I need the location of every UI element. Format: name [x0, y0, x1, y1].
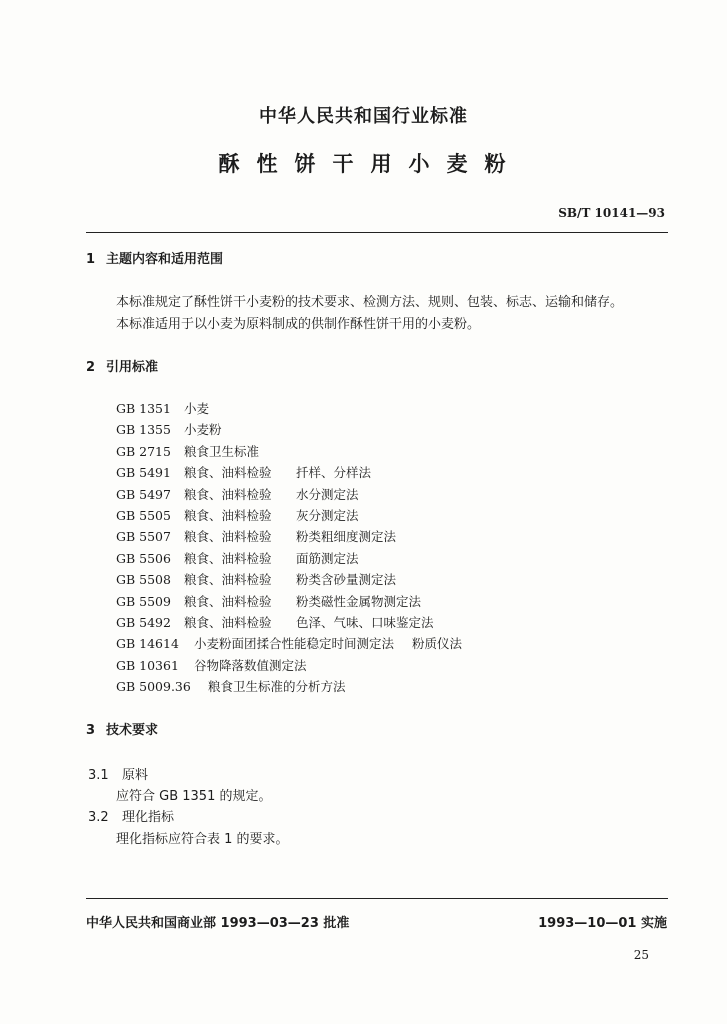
- reference-code: GB 5505: [116, 508, 171, 523]
- reference-item: [116, 485, 359, 503]
- reference-method: 水分测定法: [296, 486, 359, 502]
- standard-organization: 中华人民共和国行业标准: [259, 106, 468, 127]
- reference-name: 粮食、油料检验: [184, 572, 272, 588]
- reference-item: [116, 613, 434, 631]
- reference-code: GB 5506: [116, 550, 171, 566]
- reference-item: [116, 570, 396, 588]
- reference-code: GB 5497: [116, 486, 171, 502]
- reference-item: [116, 399, 209, 417]
- reference-code: GB 5009.36: [116, 679, 191, 695]
- standard-code: SB/T 10141—93: [558, 206, 665, 220]
- reference-name: 粮食、油料检验: [184, 593, 272, 609]
- reference-method: 粉类含砂量测定法: [296, 572, 397, 588]
- reference-name: 粮食、油料检验: [184, 550, 272, 566]
- reference-name: 粮食、油料检验: [184, 529, 272, 545]
- header-rule: [86, 232, 668, 233]
- reference-code: GB 5491: [116, 465, 171, 481]
- section-3-2-heading: [88, 806, 174, 825]
- reference-code: GB 1355: [116, 422, 171, 438]
- reference-code: GB 5509: [116, 593, 171, 609]
- reference-code: GB 1351: [116, 401, 171, 416]
- section-1-paragraph-1: 本标准规定了酥性饼干小麦粉的技术要求、检测方法、规则、包装、标志、运输和储存。: [116, 295, 624, 310]
- reference-item: [116, 634, 462, 652]
- reference-name: 粮食、油料检验: [184, 508, 272, 523]
- section-3-2-text: 理化指标应符合表 1 的要求。: [116, 832, 289, 847]
- section-title: 理化指标: [122, 810, 175, 825]
- section-1-heading: [86, 248, 223, 267]
- reference-method: 扦样、分样法: [296, 465, 372, 481]
- section-number: 3.1: [88, 768, 109, 783]
- approval-statement: 中华人民共和国商业部 1993—03—23 批准: [86, 916, 350, 931]
- reference-item: [116, 549, 359, 567]
- reference-item: [116, 442, 259, 460]
- section-3-1-heading: [88, 764, 148, 783]
- reference-name: 小麦: [184, 401, 210, 416]
- section-number: 3.2: [88, 810, 109, 825]
- reference-item: [116, 527, 396, 545]
- reference-name: 谷物降落数值测定法: [194, 657, 307, 673]
- reference-name: 粮食卫生标准: [184, 443, 260, 459]
- section-number: 3: [86, 723, 96, 738]
- section-number: 2: [86, 360, 96, 375]
- footer-rule: [86, 898, 668, 899]
- reference-item: [116, 463, 371, 481]
- reference-method: 粉类磁性金属物测定法: [296, 593, 422, 609]
- reference-name: 粮食卫生标准的分析方法: [208, 679, 346, 695]
- section-title: 主题内容和适用范围: [106, 252, 224, 267]
- reference-item: [116, 677, 346, 695]
- section-2-heading: [86, 356, 158, 375]
- reference-method: 灰分测定法: [296, 508, 359, 523]
- reference-method: 粉质仪法: [412, 636, 463, 652]
- section-number: 1: [86, 252, 96, 267]
- section-title: 引用标准: [106, 360, 159, 375]
- reference-code: GB 2715: [116, 443, 171, 459]
- reference-method: 粉类粗细度测定法: [296, 529, 397, 545]
- reference-name: 小麦粉面团揉合性能稳定时间测定法: [194, 636, 395, 652]
- reference-item: [116, 506, 359, 524]
- section-title: 技术要求: [106, 723, 159, 738]
- reference-item: [116, 592, 421, 610]
- reference-method: 色泽、气味、口味鉴定法: [296, 615, 434, 630]
- section-3-1-text: 应符合 GB 1351 的规定。: [116, 789, 272, 804]
- section-3-heading: [86, 719, 158, 738]
- section-title: 原料: [122, 768, 149, 783]
- section-1-paragraph-2: 本标准适用于以小麦为原料制成的供制作酥性饼干用的小麦粉。: [116, 317, 481, 332]
- reference-item: [116, 420, 222, 438]
- document-title: 酥性饼干用小麦粉: [218, 152, 523, 176]
- page-number: 25: [633, 948, 649, 962]
- reference-name: 粮食、油料检验: [184, 486, 272, 502]
- reference-name: 粮食、油料检验: [184, 615, 272, 630]
- reference-method: 面筋测定法: [296, 550, 359, 566]
- reference-name: 小麦粉: [184, 422, 222, 438]
- effective-date: 1993—10—01 实施: [538, 916, 667, 931]
- reference-code: GB 10361: [116, 657, 179, 673]
- reference-item: [116, 656, 307, 674]
- reference-name: 粮食、油料检验: [184, 465, 272, 481]
- reference-code: GB 14614: [116, 636, 179, 652]
- reference-code: GB 5507: [116, 529, 171, 545]
- reference-code: GB 5492: [116, 615, 171, 630]
- reference-code: GB 5508: [116, 572, 171, 588]
